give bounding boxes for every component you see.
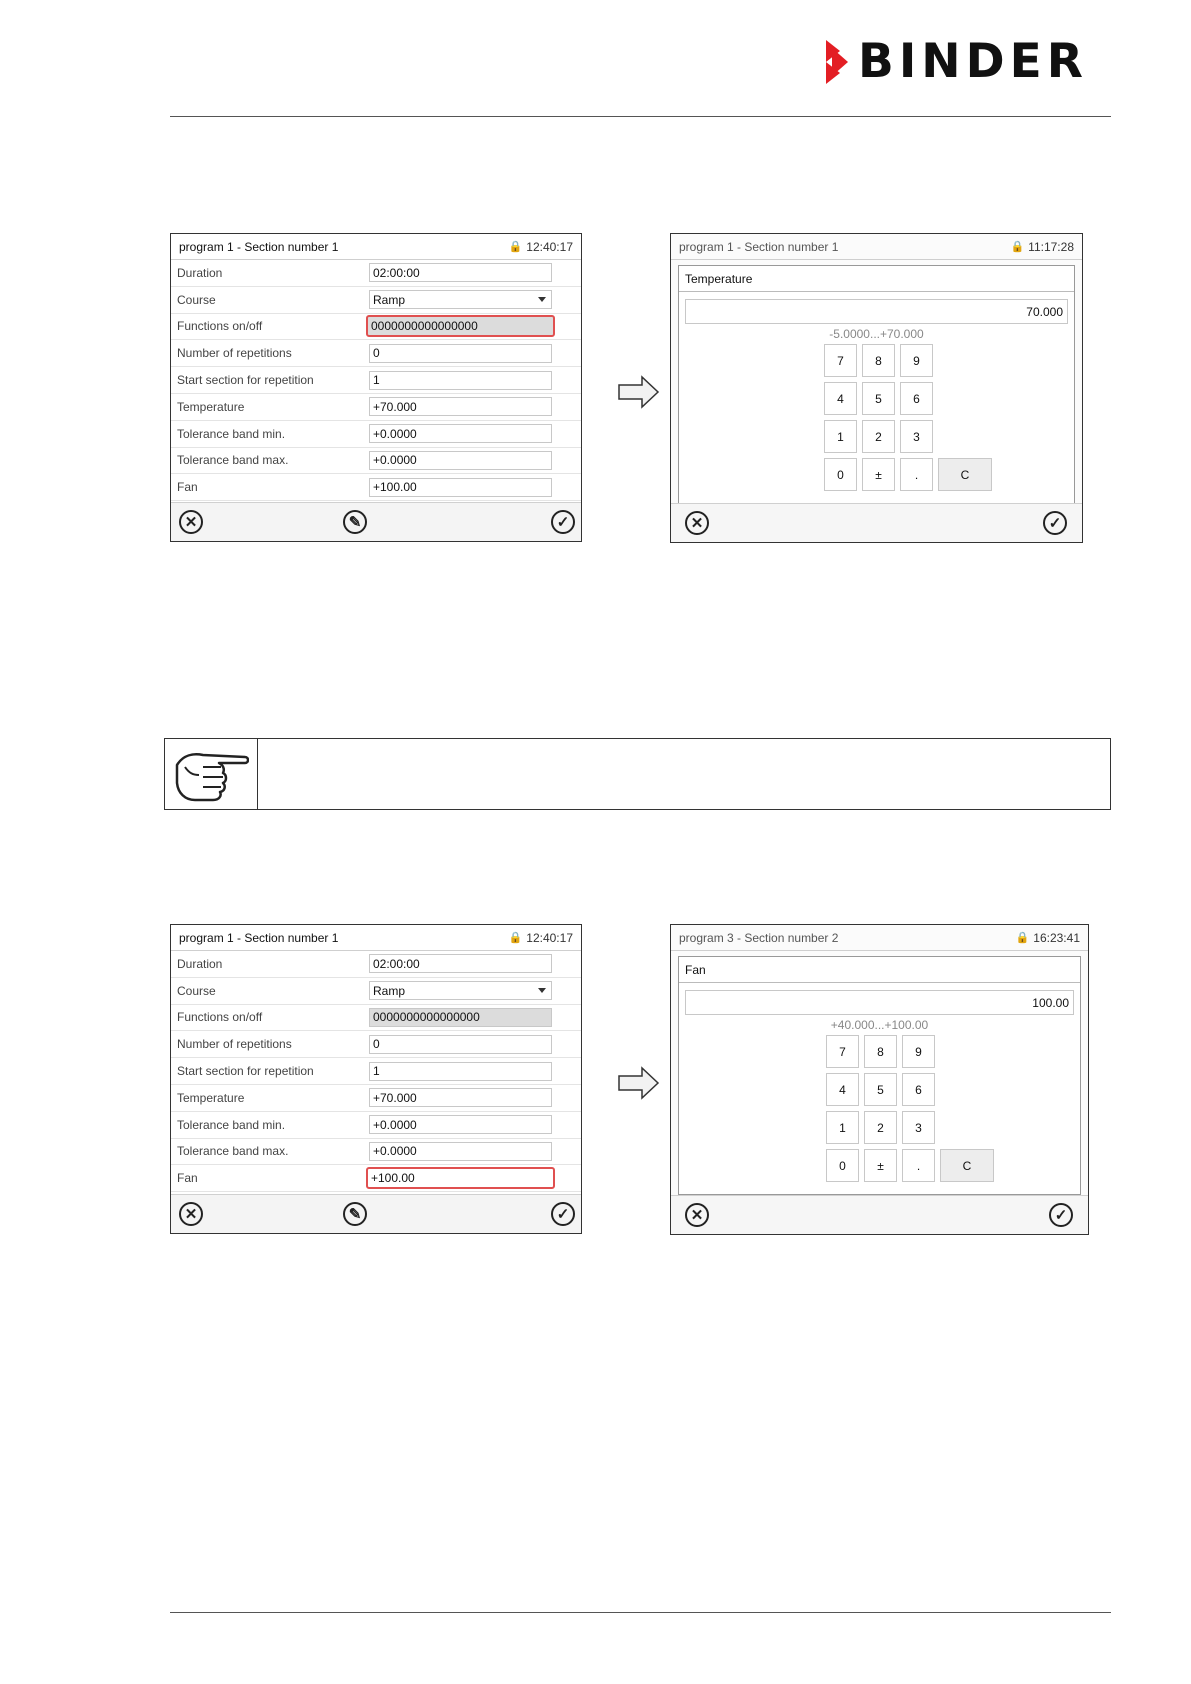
- row-fan[interactable]: [171, 474, 581, 501]
- screen-keypad-temperature: [670, 233, 1083, 543]
- row-label: Temperature: [177, 1090, 245, 1105]
- key-4[interactable]: 4: [826, 1073, 859, 1106]
- keypad-dialog: [678, 956, 1081, 1195]
- screen-header: [171, 234, 581, 260]
- binder-logo: [826, 34, 1088, 89]
- start-section-field[interactable]: 1: [369, 371, 552, 390]
- screen-time: 12:40:17: [526, 930, 573, 945]
- value-range: -5.0000...+70.000: [829, 327, 924, 341]
- chevron-down-icon: [538, 988, 546, 993]
- binder-logo-mark-icon: [826, 40, 848, 84]
- key-3[interactable]: 3: [900, 420, 933, 453]
- chevron-down-icon: [538, 297, 546, 302]
- row-repetitions[interactable]: [171, 1031, 581, 1058]
- lock-icon: 🔒: [508, 241, 523, 253]
- course-dropdown[interactable]: [369, 290, 552, 309]
- note-divider: [257, 739, 258, 809]
- duration-field[interactable]: 02:00:00: [369, 954, 552, 973]
- key-5[interactable]: 5: [862, 382, 895, 415]
- row-repetitions[interactable]: [171, 340, 581, 367]
- row-label: Tolerance band min.: [177, 426, 286, 441]
- checkmark-circle-icon[interactable]: ✓: [1049, 1203, 1073, 1227]
- screen-title: program 1 - Section number 1: [179, 239, 339, 254]
- cancel-circle-icon[interactable]: ✕: [685, 1203, 709, 1227]
- screen-footer: [171, 502, 581, 541]
- value-input[interactable]: 100.00: [685, 990, 1074, 1015]
- screen-time: 16:23:41: [1033, 930, 1080, 945]
- screen-title: program 1 - Section number 1: [679, 239, 839, 254]
- row-label: Functions on/off: [177, 1010, 263, 1025]
- note-box: [164, 738, 1111, 810]
- tolerance-min-field[interactable]: +0.0000: [369, 1115, 552, 1134]
- start-section-field[interactable]: 1: [369, 1062, 552, 1081]
- row-duration[interactable]: [171, 260, 581, 287]
- cancel-circle-icon[interactable]: ✕: [179, 510, 203, 534]
- checkmark-circle-icon[interactable]: ✓: [551, 1202, 575, 1226]
- lock-icon: 🔒: [1015, 932, 1030, 944]
- row-label: Duration: [177, 265, 223, 280]
- key-5[interactable]: 5: [864, 1073, 897, 1106]
- key-clear[interactable]: C: [940, 1149, 994, 1182]
- course-value: Ramp: [373, 292, 406, 307]
- tolerance-min-field[interactable]: +0.0000: [369, 424, 552, 443]
- pointing-hand-icon: [173, 745, 249, 803]
- row-start-section[interactable]: [171, 1058, 581, 1085]
- temperature-field[interactable]: +70.000: [369, 397, 552, 416]
- screen-title: program 3 - Section number 2: [679, 930, 839, 945]
- row-label: Course: [177, 983, 216, 998]
- row-course[interactable]: [171, 978, 581, 1005]
- row-label: Start section for repetition: [177, 1064, 314, 1079]
- key-3[interactable]: 3: [902, 1111, 935, 1144]
- cancel-circle-icon[interactable]: ✕: [685, 511, 709, 535]
- screen-header: [671, 925, 1088, 951]
- row-tol-max[interactable]: [171, 448, 581, 475]
- key-decimal[interactable]: .: [902, 1149, 935, 1182]
- row-temperature[interactable]: [171, 1085, 581, 1112]
- row-label: Start section for repetition: [177, 373, 314, 388]
- row-label: Duration: [177, 956, 223, 971]
- row-label: Fan: [177, 480, 198, 495]
- functions-field[interactable]: 0000000000000000: [369, 1008, 552, 1027]
- row-label: Tolerance band max.: [177, 1144, 289, 1159]
- value-range: +40.000...+100.00: [830, 1018, 929, 1032]
- row-label: Number of repetitions: [177, 346, 292, 361]
- screen-time: 11:17:28: [1028, 239, 1074, 254]
- repetitions-field[interactable]: 0: [369, 344, 552, 363]
- key-8[interactable]: 8: [862, 344, 895, 377]
- screen-footer: [671, 1195, 1088, 1234]
- row-functions[interactable]: [171, 314, 581, 341]
- dialog-title: Temperature: [679, 266, 1074, 292]
- row-functions[interactable]: [171, 1005, 581, 1032]
- screen-header: [671, 234, 1082, 260]
- row-fan[interactable]: [171, 1165, 581, 1192]
- footer-rule: [170, 1612, 1111, 1613]
- key-7[interactable]: 7: [826, 1035, 859, 1068]
- row-label: Temperature: [177, 399, 245, 414]
- screen-section-edit-bottom: [170, 924, 582, 1234]
- checkmark-circle-icon[interactable]: ✓: [551, 510, 575, 534]
- key-2[interactable]: 2: [864, 1111, 897, 1144]
- row-tol-min[interactable]: [171, 1112, 581, 1139]
- course-dropdown[interactable]: [369, 981, 552, 1000]
- right-arrow-icon: [618, 375, 660, 409]
- row-label: Functions on/off: [177, 319, 263, 334]
- row-course[interactable]: [171, 287, 581, 314]
- duration-field[interactable]: 02:00:00: [369, 263, 552, 282]
- row-label: Fan: [177, 1171, 198, 1186]
- parameter-list: [171, 260, 581, 501]
- checkmark-circle-icon[interactable]: ✓: [1043, 511, 1067, 535]
- functions-field[interactable]: 0000000000000000: [366, 315, 555, 337]
- key-plus-minus[interactable]: ±: [864, 1149, 897, 1182]
- keypad-dialog: [678, 265, 1075, 504]
- screen-footer: [671, 503, 1082, 542]
- key-0[interactable]: 0: [824, 458, 857, 491]
- value-input[interactable]: 70.000: [685, 299, 1068, 324]
- course-value: Ramp: [373, 983, 406, 998]
- fan-field[interactable]: +100.00: [369, 478, 552, 497]
- key-4[interactable]: 4: [824, 382, 857, 415]
- key-clear[interactable]: C: [938, 458, 992, 491]
- key-decimal[interactable]: .: [900, 458, 933, 491]
- key-8[interactable]: 8: [864, 1035, 897, 1068]
- screen-footer: [171, 1194, 581, 1233]
- cancel-circle-icon[interactable]: ✕: [179, 1202, 203, 1226]
- binder-logo-text: BINDER: [858, 34, 1088, 89]
- row-tol-max[interactable]: [171, 1139, 581, 1166]
- screen-time: 12:40:17: [526, 239, 573, 254]
- key-1[interactable]: 1: [824, 420, 857, 453]
- tolerance-max-field[interactable]: +0.0000: [369, 1142, 552, 1161]
- key-plus-minus[interactable]: ±: [862, 458, 895, 491]
- screen-title: program 1 - Section number 1: [179, 930, 339, 945]
- key-6[interactable]: 6: [900, 382, 933, 415]
- key-9[interactable]: 9: [900, 344, 933, 377]
- row-label: Tolerance band max.: [177, 453, 289, 468]
- key-9[interactable]: 9: [902, 1035, 935, 1068]
- temperature-field[interactable]: +70.000: [369, 1088, 552, 1107]
- row-label: Course: [177, 292, 216, 307]
- fan-field[interactable]: +100.00: [366, 1167, 555, 1189]
- row-duration[interactable]: [171, 951, 581, 978]
- screen-keypad-fan: [670, 924, 1089, 1235]
- row-tol-min[interactable]: [171, 421, 581, 448]
- pencil-circle-icon[interactable]: ✎: [343, 1202, 367, 1226]
- screen-section-edit-top: [170, 233, 582, 542]
- key-7[interactable]: 7: [824, 344, 857, 377]
- key-0[interactable]: 0: [826, 1149, 859, 1182]
- dialog-title: Fan: [679, 957, 1080, 983]
- row-temperature[interactable]: [171, 394, 581, 421]
- pencil-circle-icon[interactable]: ✎: [343, 510, 367, 534]
- tolerance-max-field[interactable]: +0.0000: [369, 451, 552, 470]
- key-2[interactable]: 2: [862, 420, 895, 453]
- lock-icon: 🔒: [508, 932, 523, 944]
- right-arrow-icon: [618, 1066, 660, 1100]
- row-label: Number of repetitions: [177, 1037, 292, 1052]
- header-rule: [170, 116, 1111, 117]
- key-6[interactable]: 6: [902, 1073, 935, 1106]
- row-start-section[interactable]: [171, 367, 581, 394]
- parameter-list: [171, 951, 581, 1192]
- row-label: Tolerance band min.: [177, 1117, 286, 1132]
- key-1[interactable]: 1: [826, 1111, 859, 1144]
- repetitions-field[interactable]: 0: [369, 1035, 552, 1054]
- lock-icon: 🔒: [1010, 241, 1025, 253]
- screen-header: [171, 925, 581, 951]
